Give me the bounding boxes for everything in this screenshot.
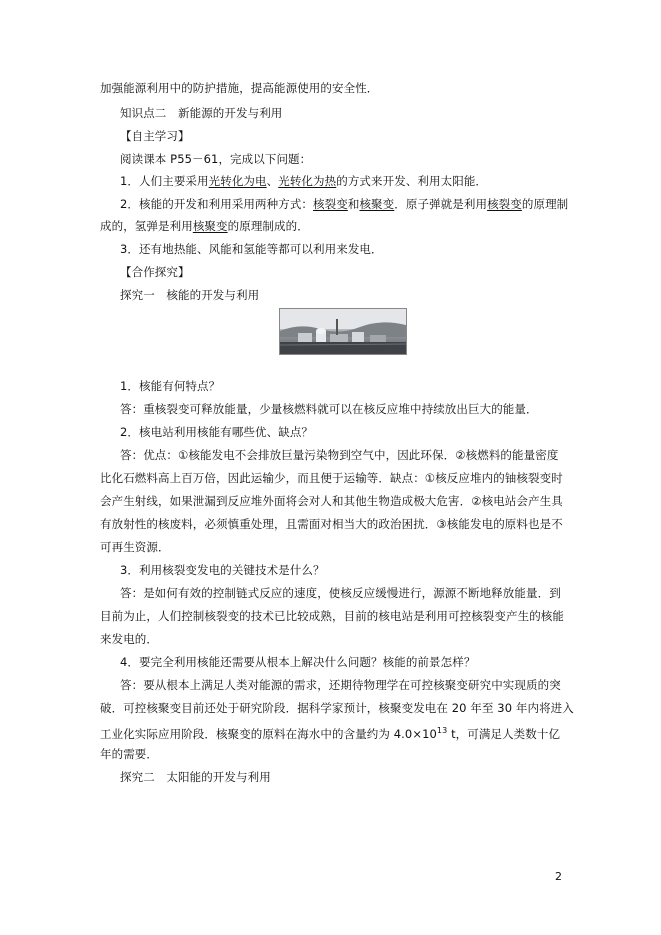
text-line: 3．还有地热能、风能和氢能等都可以利用来发电． <box>120 242 383 256</box>
nuclear-plant-illustration <box>280 309 406 354</box>
answer-blank: 光转化为热 <box>278 174 337 188</box>
answer-blank: 核聚变 <box>359 197 395 211</box>
text-span: ．原子弹就是利用 <box>394 197 488 211</box>
answer-blank: 光转化为电 <box>208 174 267 188</box>
text-span: 的原理制 <box>521 197 569 211</box>
section-heading: 探究一 核能的开发与利用 <box>120 288 260 302</box>
text-span: 的方式来开发、利用太阳能． <box>336 174 488 188</box>
nuclear-plant-photo <box>279 308 407 355</box>
section-heading: 知识点二 新能源的开发与利用 <box>120 106 283 120</box>
page-number: 2 <box>555 870 562 883</box>
answer-line: 年的需要． <box>100 747 158 761</box>
question-line <box>100 218 570 234</box>
answer-blank: 核裂变 <box>313 197 348 211</box>
text-span: 工业化实际应用阶段．核聚变的原料在海水中的含量约为 4.0×10 <box>100 726 437 741</box>
answer-line: 破．可控核聚变目前还处于研究阶段．据科学家预计，核聚变发电在 20 年至 30 年内将进入 <box>100 701 574 715</box>
answer-line: 答：要从根本上满足人类对能源的需求，还期待物理学在可控核聚变研究中实现质的突 <box>120 678 561 692</box>
text-span: 和 <box>347 197 360 211</box>
subsection-heading: 【合作探究】 <box>120 265 190 279</box>
text-line: 加强能源利用中的防护措施，提高能源使用的安全性． <box>100 81 379 95</box>
text-span: t，可满足人类数十亿 <box>447 726 561 741</box>
answer-blank: 核裂变 <box>487 197 522 211</box>
answer-line <box>100 723 570 742</box>
exponent: 13 <box>436 726 448 735</box>
question-line: 3．利用核裂变发电的关键技术是什么？ <box>120 563 325 577</box>
answer-line: 来发电的． <box>100 632 158 646</box>
text-span: 、 <box>266 174 279 188</box>
section-heading: 探究二 太阳能的开发与利用 <box>120 770 271 784</box>
question-line: 2．核电站利用核能有哪些优、缺点？ <box>120 425 314 439</box>
answer-line: 比化石燃料高上百万倍，因此运输少，而且便于运输等．缺点：①核反应堆内的铀核裂变时 <box>100 471 563 485</box>
subsection-heading: 【自主学习】 <box>120 129 190 143</box>
text-span: 1．人们主要采用 <box>120 174 209 188</box>
text-line: 阅读课本 P55－61，完成以下问题： <box>120 152 312 166</box>
answer-blank: 核聚变 <box>192 219 228 233</box>
answer-line: 有放射性的核废料，必须慎重处理，且需面对相当大的政治困扰．③核能发电的原料也是不 <box>100 517 563 531</box>
answer-line: 可再生资源． <box>100 540 170 554</box>
question-line <box>120 196 590 212</box>
answer-line: 答：优点：①核能发电不会排放巨量污染物到空气中，因此环保．②核燃料的能量密度 <box>120 448 559 462</box>
question-line: 1．核能有何特点？ <box>120 379 221 393</box>
text-span: 的原理制成的． <box>227 219 309 233</box>
question-line <box>120 173 590 189</box>
answer-line: 目前为止，人们控制核裂变的技术已比较成熟，目前的核电站是利用可控核裂变产生的核能 <box>100 609 564 623</box>
question-line: 4．要完全利用核能还需要从根本上解决什么问题？核能的前景怎样？ <box>120 655 476 669</box>
answer-line: 会产生射线，如果泄漏到反应堆外面将会对人和其他生物造成极大危害．②核电站会产生具 <box>100 494 563 508</box>
text-span: 2．核能的开发和利用采用两种方式： <box>120 197 314 211</box>
text-span: 成的，氢弹是利用 <box>100 219 193 233</box>
answer-line: 答：重核裂变可释放能量，少量核燃料就可以在核反应堆中持续放出巨大的能量． <box>120 402 538 416</box>
answer-line: 答：是如何有效的控制链式反应的速度，使核反应缓慢进行，源源不断地释放能量．到 <box>120 586 561 600</box>
